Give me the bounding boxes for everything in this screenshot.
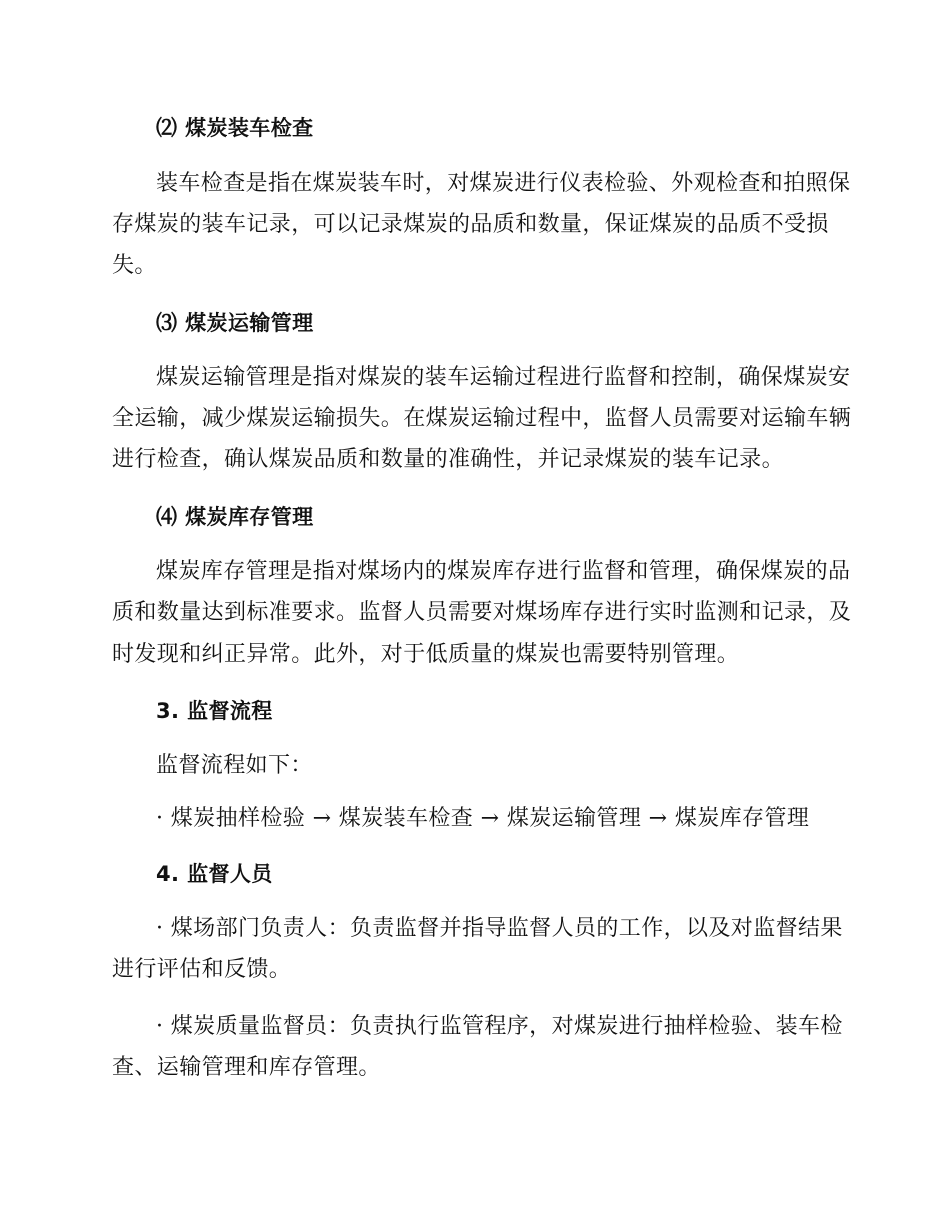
paragraph-line: 装车检查是指在煤炭装车时，对煤炭进行仪表检验、外观检查和拍照保: [156, 171, 851, 196]
heading-coal-inventory-management: ⑷ 煤炭库存管理: [156, 505, 314, 529]
paragraph-line: 全运输，减少煤炭运输损失。在煤炭运输过程中，监督人员需要对运输车辆: [112, 406, 852, 431]
paragraph-line: 失。: [112, 253, 157, 278]
bullet-item-line: 查、运输管理和库存管理。: [112, 1055, 381, 1080]
heading-coal-transport-management: ⑶ 煤炭运输管理: [156, 311, 314, 335]
heading-supervision-personnel: 4. 监督人员: [156, 862, 273, 886]
heading-supervision-process: 3. 监督流程: [156, 699, 273, 723]
process-flow-bullet: · 煤炭抽样检验 → 煤炭装车检查 → 煤炭运输管理 → 煤炭库存管理: [156, 806, 810, 831]
paragraph-line: 存煤炭的装车记录，可以记录煤炭的品质和数量，保证煤炭的品质不受损: [112, 212, 829, 237]
paragraph-line: 时发现和纠正异常。此外，对于低质量的煤炭也需要特别管理。: [112, 642, 740, 667]
bullet-item-line: · 煤炭质量监督员：负责执行监管程序，对煤炭进行抽样检验、装车检: [156, 1014, 843, 1039]
paragraph-line: 煤炭运输管理是指对煤炭的装车运输过程进行监督和控制，确保煤炭安: [156, 365, 851, 390]
heading-coal-loading-check: ⑵ 煤炭装车检查: [156, 116, 314, 140]
paragraph-line: 煤炭库存管理是指对煤场内的煤炭库存进行监督和管理，确保煤炭的品: [156, 559, 851, 584]
paragraph-line: 监督流程如下：: [156, 753, 313, 778]
paragraph-line: 进行检查，确认煤炭品质和数量的准确性，并记录煤炭的装车记录。: [112, 447, 785, 472]
bullet-item-line: 进行评估和反馈。: [112, 957, 292, 982]
bullet-item-line: · 煤场部门负责人：负责监督并指导监督人员的工作，以及对监督结果: [156, 916, 843, 941]
paragraph-line: 质和数量达到标准要求。监督人员需要对煤场库存进行实时监测和记录，及: [112, 600, 852, 625]
